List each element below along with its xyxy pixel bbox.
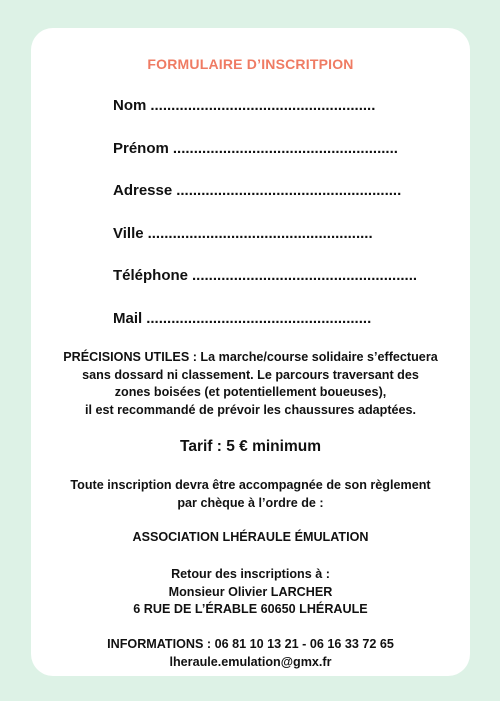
registration-form-card [31,28,470,676]
tarif-text: Tarif : 5 € minimum [180,438,321,455]
precisions-line: PRÉCISIONS UTILES : La marche/course solidaire s’effectuera [63,350,438,364]
reglement-line: Toute inscription devra être accompagnée de son règlement [70,478,431,492]
association-name: ASSOCIATION LHÉRAULE ÉMULATION [132,530,369,544]
field-label: Prénom [113,140,169,157]
informations-email[interactable]: lheraule.emulation@gmx.fr [169,654,332,669]
field-label: Téléphone [113,267,189,284]
precisions-line: sans dossard ni classement. Le parcours traversant des [82,367,419,382]
retour-line: Retour des inscriptions à : [171,567,330,581]
field-dotted-line: ...................................................... [150,97,376,114]
form-title: FORMULAIRE D’INSCRITPION [147,56,354,72]
reglement-paragraph [31,477,470,512]
field-dotted-line: ...................................................... [192,267,418,284]
field-ville [113,225,393,242]
retour-address [31,566,470,619]
field-label: Mail [113,310,143,327]
field-label: Adresse [113,182,173,199]
field-mail [113,310,393,327]
field-telephone [113,267,418,284]
informations-contact [31,636,470,671]
field-dotted-line: ...................................................... [172,140,398,157]
field-label: Nom [113,97,147,114]
field-label: Ville [113,225,144,242]
field-adresse [113,182,402,199]
field-dotted-line: ...................................................... [147,225,373,242]
precisions-line: zones boisées (et potentiellement boueuses), [114,385,387,399]
precisions-line: il est recommandé de prévoir les chaussures adaptées. [84,402,417,417]
field-dotted-line: ...................................................... [146,310,372,327]
retour-line: 6 RUE DE L’ÉRABLE 60650 LHÉRAULE [133,602,368,616]
field-nom [113,97,393,114]
precisions-paragraph [31,349,470,419]
reglement-line: par chèque à l’ordre de : [177,495,324,510]
field-dotted-line: ...................................................... [176,182,402,199]
informations-phone: INFORMATIONS : 06 81 10 13 21 - 06 16 33 72 65 [107,637,394,651]
retour-line: Monsieur Olivier LARCHER [168,584,333,599]
field-prenom [113,140,398,157]
